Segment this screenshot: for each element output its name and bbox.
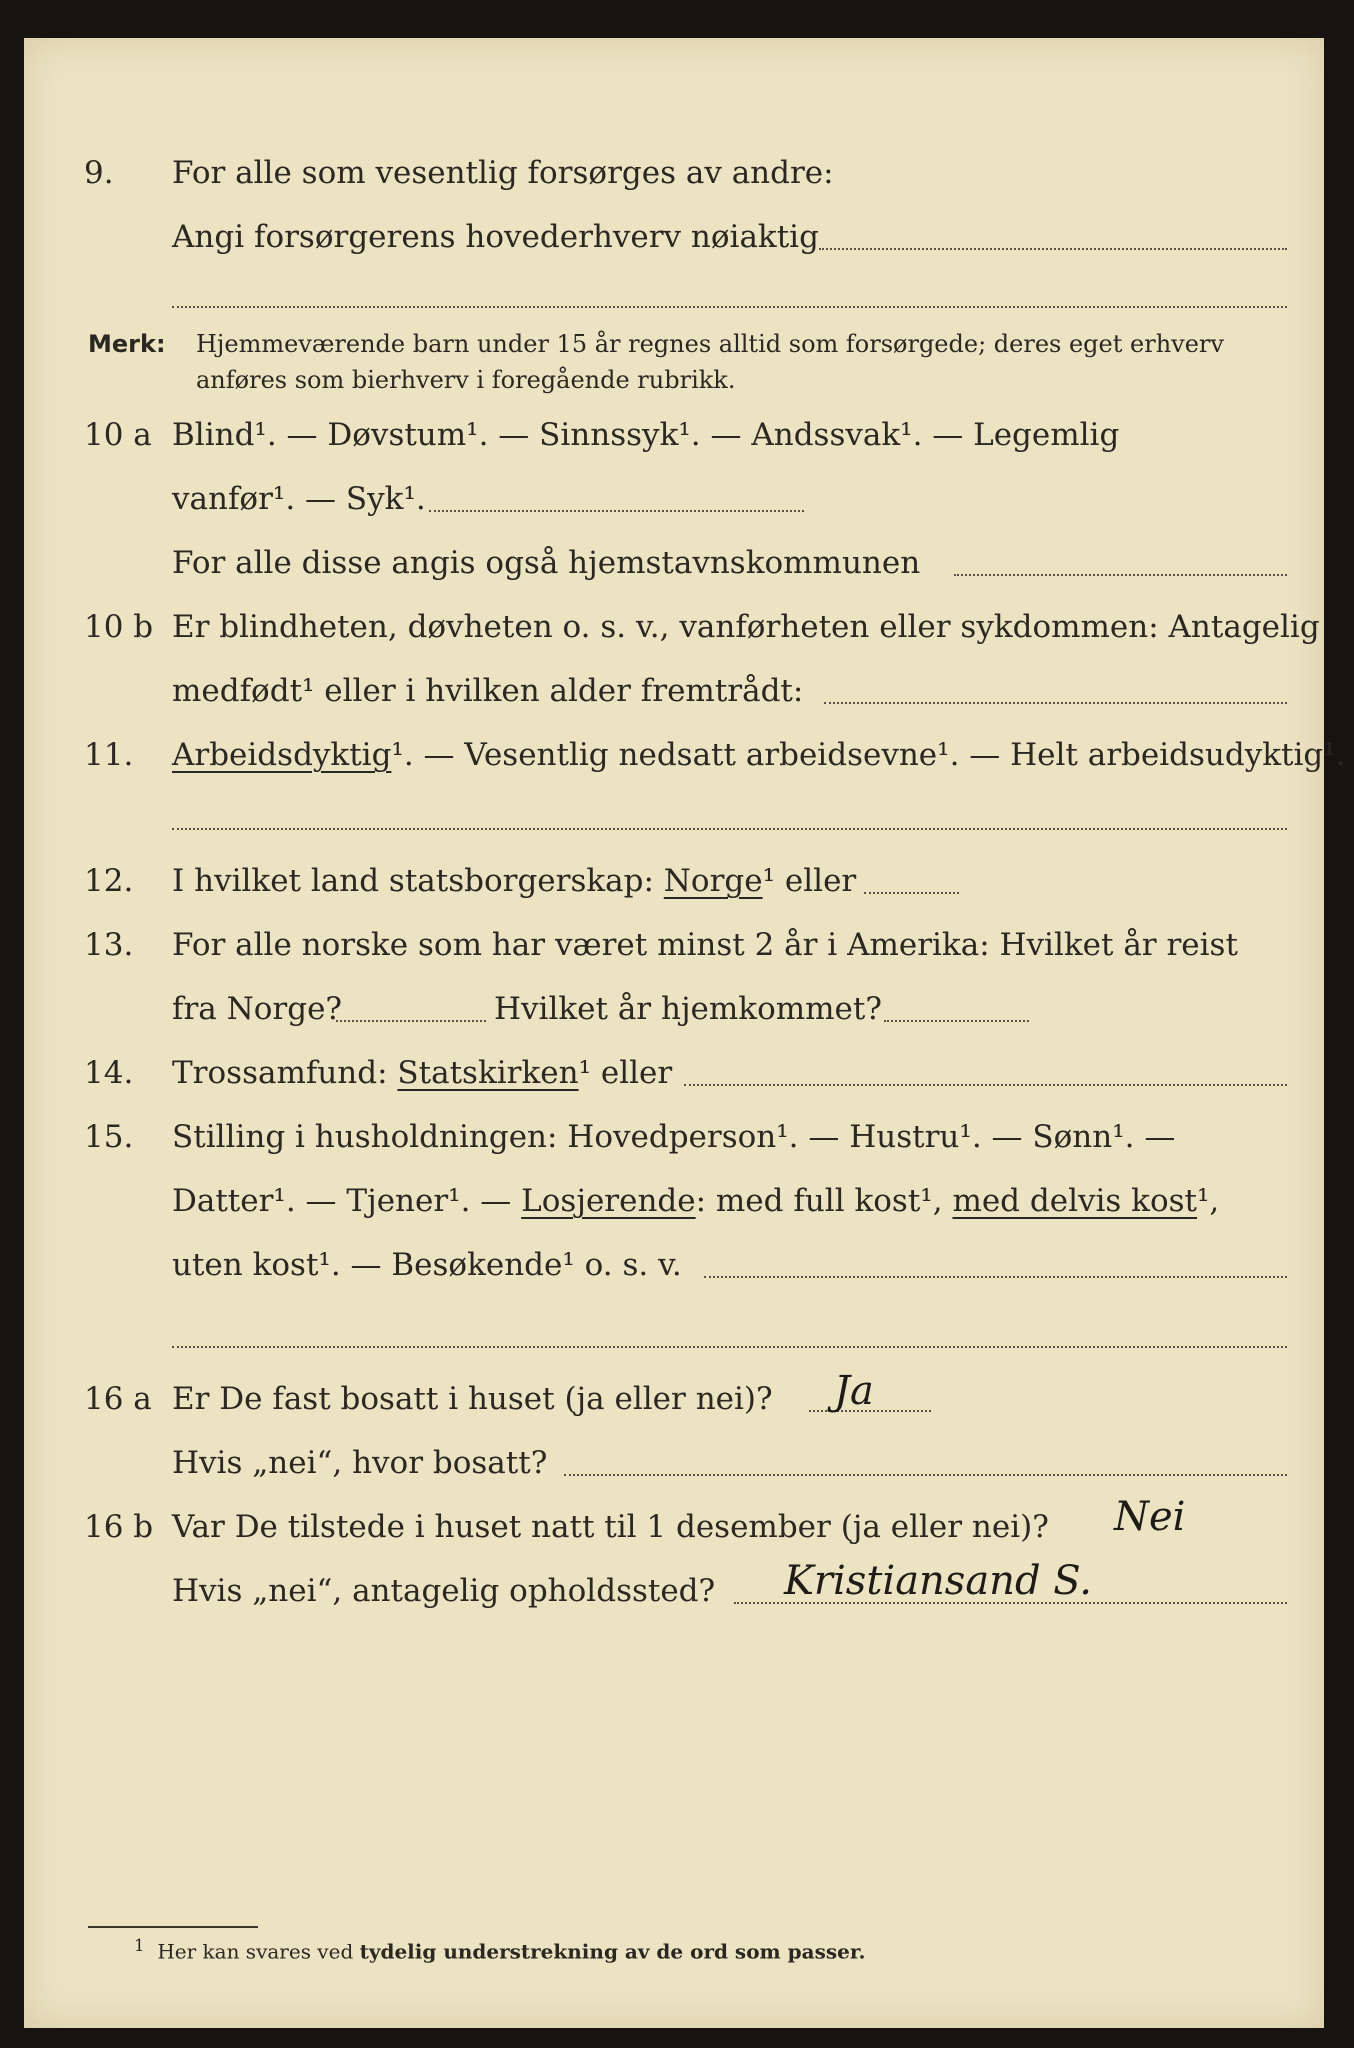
q10a-row-1 [24, 410, 1324, 460]
q11-text [172, 730, 1346, 780]
q13-row-1 [24, 920, 1324, 970]
q12-question: I hvilket land statsborgerskap: [172, 863, 654, 899]
q9-answer-line[interactable] [819, 248, 1287, 250]
q9-number: 9. [84, 155, 114, 191]
q10a-line-3: For alle disse angis også hjemstavnskommunen [172, 545, 921, 581]
q10a-number: 10 a [84, 417, 152, 453]
q10a-row-2 [24, 474, 1324, 524]
q11-selected-option: Arbeidsdyktig [172, 737, 392, 773]
q16b-line-1: Var De tilstede i huset natt til 1 desember (ja eller nei)? [172, 1509, 1049, 1545]
q14-question: Trossamfund: [172, 1055, 388, 1091]
merk-row-1 [24, 326, 1324, 362]
q16b-line-2: Hvis „nei“, antagelig opholdssted? [172, 1573, 716, 1609]
q16a-line-1: Er De fast bosatt i huset (ja eller nei)? [172, 1381, 773, 1417]
q10b-line-1: Er blindheten, døvheten o. s. v., vanførheten eller sykdommen: Antagelig [172, 609, 1320, 645]
q9-line-1: For alle som vesentlig forsørges av andre: [172, 155, 834, 191]
q10b-row-2 [24, 666, 1324, 716]
q10b-number: 10 b [84, 609, 154, 645]
q14-answer-line[interactable] [684, 1084, 1287, 1086]
footnote-rule [88, 1926, 258, 1928]
q11-number: 11. [84, 737, 134, 773]
footnote-mark: 1 [134, 1936, 145, 1955]
q16a-residence-line[interactable] [564, 1474, 1287, 1476]
q16b-row-2 [24, 1558, 1324, 1616]
q13-row-2 [24, 984, 1324, 1034]
q14-or: ¹ eller [578, 1055, 673, 1091]
q15-line-2e: ¹, [1197, 1183, 1220, 1219]
q12-or: ¹ eller [762, 863, 857, 899]
q15-answer-line[interactable] [704, 1276, 1287, 1278]
q15-selected-losjerende: Losjerende [521, 1183, 696, 1219]
q11-row [24, 730, 1346, 780]
q10b-answer-line[interactable] [824, 702, 1287, 704]
merk-line-1: Hjemmeværende barn under 15 år regnes alltid som forsørgede; deres eget erhverv [196, 330, 1224, 358]
q14-selected-option: Statskirken [397, 1055, 579, 1091]
q16a-line-2: Hvis „nei“, hvor bosatt? [172, 1445, 548, 1481]
q14-row [24, 1048, 1324, 1098]
q12-selected-option: Norge [663, 863, 763, 899]
q10a-line-2: vanfør¹. — Syk¹. [172, 481, 426, 517]
merk-line-2: anføres som bierhverv i foregående rubrikk. [196, 366, 736, 394]
q15-line-2c: : med full kost¹, [695, 1183, 943, 1219]
q15-row-2 [24, 1176, 1324, 1226]
q15-line-1: Stilling i husholdningen: Hovedperson¹. — Hustru¹. — Sønn¹. — [172, 1119, 1176, 1155]
q15-number: 15. [84, 1119, 134, 1155]
q12-answer-line[interactable] [864, 892, 959, 894]
q10a-commune-line[interactable] [954, 574, 1287, 576]
q16b-handwritten-whereabouts: Kristiansand S. [784, 1558, 1092, 1604]
q9-line-2: Angi forsørgerens hovederhverv nøiaktig [172, 219, 819, 255]
q14-number: 14. [84, 1055, 134, 1091]
q13-returned-line[interactable] [884, 1020, 1029, 1022]
census-form-page [24, 38, 1346, 2028]
q10b-line-2: medfødt¹ eller i hvilken alder fremtrådt: [172, 673, 804, 709]
q10a-row-3 [24, 538, 1324, 588]
q13-line-1: For alle norske som har været minst 2 år i Amerika: Hvilket år reist [172, 927, 1238, 963]
q9-row-2 [24, 212, 1324, 262]
q11-options: ¹. — Vesentlig nedsatt arbeidsevne¹. — Helt arbeidsudyktig¹. [391, 737, 1346, 773]
q13-line-2a: fra Norge? [172, 991, 343, 1027]
q16b-row-1 [24, 1494, 1324, 1552]
q15-line-2 [172, 1176, 1219, 1226]
q15-selected-delvis-kost: med delvis kost [952, 1183, 1197, 1219]
q14-text [172, 1048, 672, 1098]
q9-row-1 [24, 148, 1324, 198]
q15-row-1 [24, 1112, 1324, 1162]
footnote-bold-text: tydelig understrekning av de ord som passer. [359, 1939, 866, 1964]
q10a-answer-line[interactable] [429, 510, 804, 512]
q16b-handwritten-answer: Nei [1114, 1494, 1186, 1540]
q10a-line-1: Blind¹. — Døvstum¹. — Sinnssyk¹. — Andssvak¹. — Legemlig [172, 417, 1120, 453]
q15-line-2a: Datter¹. — Tjener¹. — [172, 1183, 512, 1219]
q11-answer-line[interactable] [172, 828, 1287, 830]
q16b-number: 16 b [84, 1509, 154, 1545]
q12-row [24, 856, 1324, 906]
q13-number: 13. [84, 927, 134, 963]
q16a-row-1 [24, 1368, 1324, 1424]
q15-line-3: uten kost¹. — Besøkende¹ o. s. v. [172, 1247, 682, 1283]
footnote-text: Her kan svares ved [157, 1939, 354, 1964]
merk-row-2 [24, 362, 1324, 398]
q9-answer-line-2[interactable] [172, 306, 1287, 308]
q16a-number: 16 a [84, 1381, 152, 1417]
q13-emigrated-line[interactable] [336, 1020, 486, 1022]
q12-number: 12. [84, 863, 134, 899]
q10b-row-1 [24, 602, 1324, 652]
q13-line-2b: Hvilket år hjemkommet? [494, 991, 882, 1027]
q16a-handwritten-answer: Ja [834, 1368, 874, 1414]
footnote [134, 1936, 866, 1964]
q12-text [172, 856, 856, 906]
merk-label: Merk: [88, 330, 166, 358]
q15-row-3 [24, 1240, 1324, 1290]
q16a-row-2 [24, 1438, 1324, 1488]
q15-answer-line-2[interactable] [172, 1346, 1287, 1348]
